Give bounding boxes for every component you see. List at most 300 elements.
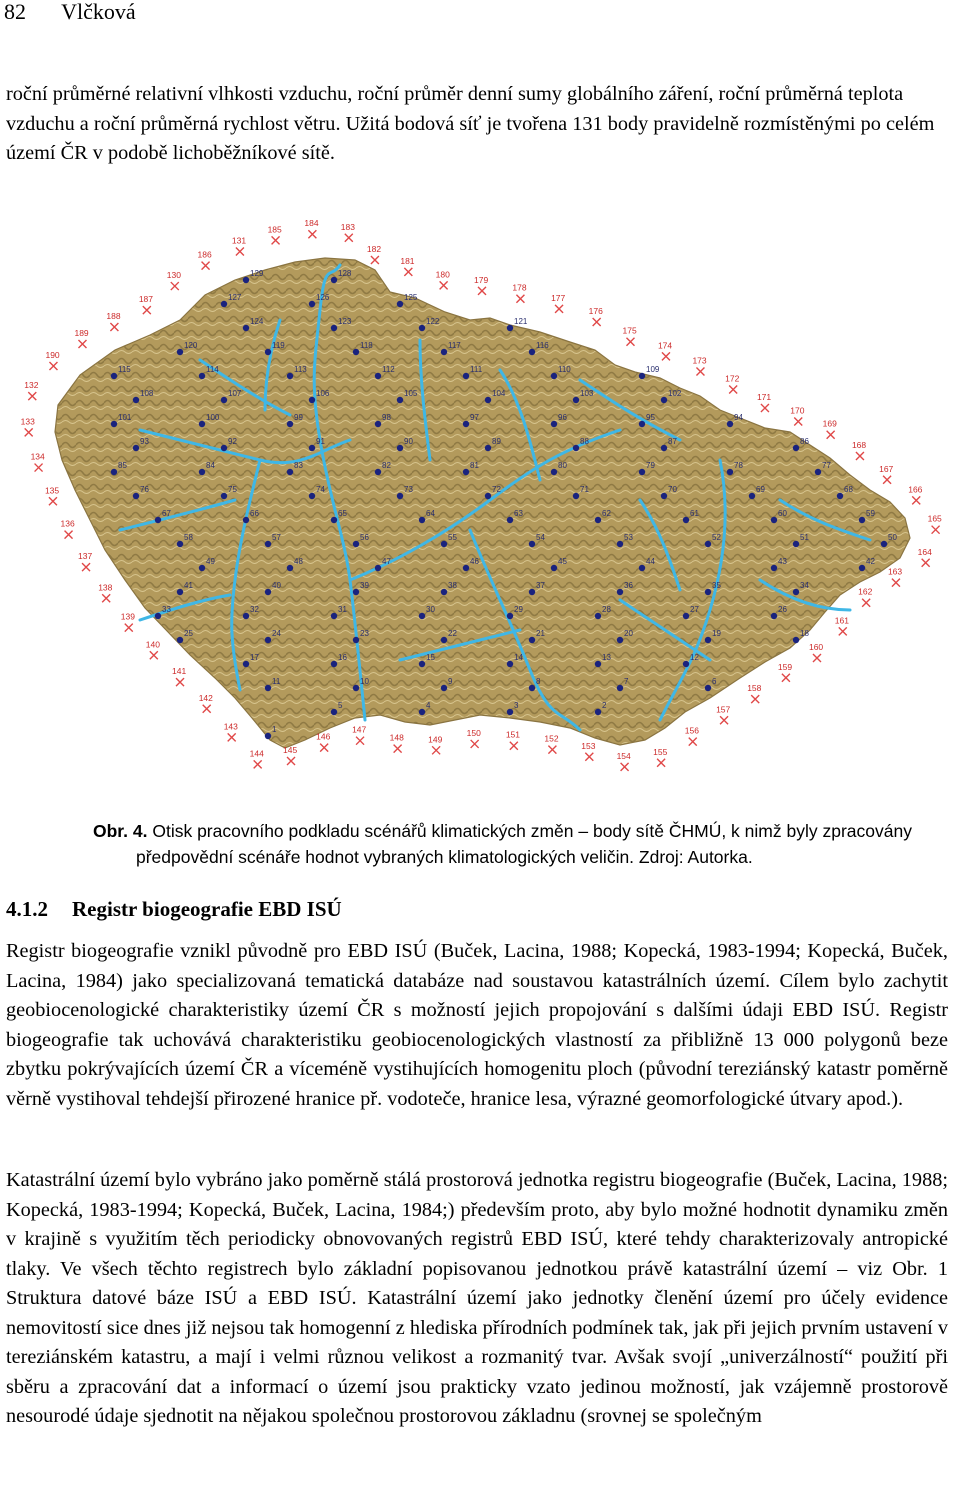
grid-point	[419, 517, 425, 523]
grid-point-label: 113	[294, 365, 307, 374]
grid-point	[111, 469, 117, 475]
grid-point	[309, 445, 315, 451]
grid-point	[617, 685, 623, 691]
outer-point	[283, 745, 297, 765]
grid-point	[859, 517, 865, 523]
cross-icon	[892, 579, 900, 587]
grid-point-label: 36	[624, 581, 633, 590]
cross-icon	[202, 262, 210, 270]
cross-icon	[761, 404, 769, 412]
outer-point	[224, 721, 238, 741]
grid-point	[287, 421, 293, 427]
grid-point	[331, 517, 337, 523]
grid-point	[221, 445, 227, 451]
grid-point-label: 72	[492, 485, 501, 494]
grid-point	[793, 445, 799, 451]
grid-point-label: 69	[756, 485, 765, 494]
grid-point	[463, 469, 469, 475]
grid-point	[353, 541, 359, 547]
outer-point-label: 168	[851, 439, 867, 450]
grid-point-label: 103	[580, 389, 594, 398]
cross-icon	[125, 624, 133, 632]
grid-point	[397, 493, 403, 499]
grid-point	[749, 493, 755, 499]
outer-point-label: 131	[231, 235, 247, 246]
grid-point-label: 52	[712, 533, 721, 542]
outer-point-label: 155	[653, 746, 668, 757]
grid-point	[705, 589, 711, 595]
grid-point-label: 107	[228, 389, 242, 398]
grid-point-label: 49	[206, 557, 215, 566]
grid-point-label: 9	[448, 677, 453, 686]
outer-point-label: 170	[790, 405, 805, 416]
outer-point	[474, 275, 488, 295]
grid-point-label: 17	[250, 653, 259, 662]
grid-point	[617, 637, 623, 643]
outer-point	[198, 250, 212, 270]
outer-point-label: 165	[927, 513, 942, 524]
grid-point	[551, 469, 557, 475]
cross-icon	[839, 627, 847, 635]
outer-point-label: 178	[512, 282, 527, 293]
grid-point	[133, 493, 139, 499]
outer-point	[199, 693, 213, 713]
cross-icon	[922, 559, 930, 567]
grid-point-label: 87	[668, 437, 677, 446]
grid-point	[397, 301, 403, 307]
grid-point-label: 96	[558, 413, 567, 422]
grid-point-label: 112	[382, 365, 395, 374]
grid-point-label: 111	[470, 365, 483, 374]
grid-point	[353, 637, 359, 643]
grid-point-label: 125	[404, 293, 418, 302]
grid-point-label: 25	[184, 629, 193, 638]
grid-point	[595, 613, 601, 619]
cross-icon	[729, 385, 737, 393]
grid-point-label: 4	[426, 701, 431, 710]
grid-point	[111, 373, 117, 379]
cross-icon	[856, 452, 864, 460]
outer-point	[139, 294, 153, 314]
cross-icon	[440, 281, 448, 289]
cross-icon	[171, 282, 179, 290]
grid-point	[199, 565, 205, 571]
grid-point-label: 66	[250, 509, 259, 518]
figure-caption-label: Obr. 4.	[93, 821, 148, 841]
grid-point	[595, 517, 601, 523]
outer-point-label: 149	[428, 734, 443, 745]
outer-point-label: 188	[106, 310, 121, 321]
grid-point-label: 58	[184, 533, 193, 542]
cross-icon	[345, 234, 353, 242]
cross-icon	[696, 367, 704, 375]
grid-point-label: 114	[206, 365, 219, 374]
outer-point-label: 147	[352, 724, 367, 735]
outer-point-label: 144	[249, 748, 264, 759]
cross-icon	[404, 268, 412, 276]
grid-point-label: 13	[602, 653, 611, 662]
grid-point	[375, 469, 381, 475]
grid-point-label: 67	[162, 509, 171, 518]
grid-point-label: 40	[272, 581, 281, 590]
cross-icon	[471, 740, 479, 748]
grid-point-label: 35	[712, 581, 721, 590]
grid-point	[661, 445, 667, 451]
cross-icon	[478, 287, 486, 295]
grid-point-label: 45	[558, 557, 567, 566]
grid-point-label: 26	[778, 605, 787, 614]
outer-point	[653, 747, 667, 767]
cross-icon	[720, 716, 728, 724]
grid-point-label: 117	[448, 341, 461, 350]
grid-point	[683, 661, 689, 667]
grid-point-label: 48	[294, 557, 303, 566]
outer-point-label: 187	[138, 294, 154, 305]
grid-point-label: 3	[514, 701, 519, 710]
grid-point	[485, 493, 491, 499]
grid-point	[507, 661, 513, 667]
cross-icon	[65, 531, 73, 539]
outer-point	[512, 283, 526, 303]
outer-point	[685, 726, 699, 746]
page-number: 82	[4, 0, 26, 24]
outer-point	[622, 326, 636, 346]
grid-point	[529, 685, 535, 691]
cross-icon	[626, 338, 634, 346]
grid-point-label: 129	[250, 269, 264, 278]
outer-point-label: 166	[908, 484, 923, 495]
grid-point-label: 28	[602, 605, 611, 614]
cross-icon	[432, 746, 440, 754]
grid-point-label: 124	[250, 317, 264, 326]
outer-point	[928, 514, 942, 534]
grid-point-label: 91	[316, 437, 325, 446]
grid-point	[111, 421, 117, 427]
grid-point-label: 43	[778, 557, 787, 566]
outer-point	[167, 270, 181, 290]
grid-point-label: 8	[536, 677, 541, 686]
cross-icon	[49, 362, 57, 370]
body-paragraph-2: Katastrální území bylo vybráno jako poměrně stálá prostorová jednotka registru biogeografie (Buček, Lacina, 1988; Kopecká, 1983-1994; Kopecká, Buček, Lacina, 1984;) především proto, aby bylo možné hodnotit dynamiku změn v krajině s využitím těch periodicky obnovovaných registrů EBD ISÚ, které tehdy charakterizovaly antropické tlaky. Ve všech těchto registrech bylo základní popisovanou jednotkou právě katastrální území – viz Obr. 1 Struktura datové báze ISÚ a EBD ISÚ. Katastrální území jako jednotky členění území pro účely evidence nemovitostí sice dnes již nejsou tak homogenní z hlediska přírodních podmínek tak, jak při jejich prvním ustavení v tereziánském katastru, a mají i velmi různou velikost a rozmanitý tvar. Avšak svojí „univerzálností“ použití při sběru a zpracování dat a informací o území jsou prakticky vzato jedinou možností, jak vzájemně prostorově nesourodé údaje sjednotit na nějakou společnou prostorovou základnu (srovnej se společným	[6, 1169, 948, 1427]
cross-icon	[82, 563, 90, 571]
outer-point	[918, 547, 932, 567]
grid-point-label: 98	[382, 413, 391, 422]
outer-point	[809, 642, 823, 662]
grid-point	[133, 397, 139, 403]
cross-icon	[662, 352, 670, 360]
outer-point-label: 146	[316, 731, 331, 742]
cross-icon	[228, 733, 236, 741]
cross-icon	[35, 464, 43, 472]
grid-point-label: 32	[250, 605, 259, 614]
outer-point	[506, 730, 520, 750]
grid-point	[331, 613, 337, 619]
grid-point-label: 116	[536, 341, 549, 350]
cross-icon	[621, 763, 629, 771]
grid-point-label: 106	[316, 389, 330, 398]
outer-point-label: 152	[544, 733, 559, 744]
grid-point-label: 80	[558, 461, 567, 470]
cross-icon	[320, 744, 328, 752]
grid-point	[705, 685, 711, 691]
outer-point	[467, 728, 481, 748]
outer-point	[778, 662, 792, 682]
cross-icon	[236, 247, 244, 255]
cross-icon	[25, 428, 33, 436]
outer-point	[400, 256, 414, 276]
outer-point	[31, 452, 45, 472]
grid-point-label: 79	[646, 461, 655, 470]
grid-point	[419, 709, 425, 715]
grid-point	[837, 493, 843, 499]
grid-point	[441, 589, 447, 595]
grid-point	[595, 661, 601, 667]
outer-point	[45, 485, 59, 505]
grid-point-label: 82	[382, 461, 391, 470]
grid-point-label: 108	[140, 389, 154, 398]
grid-point-label: 54	[536, 533, 545, 542]
grid-point	[639, 469, 645, 475]
grid-point	[265, 685, 271, 691]
grid-point	[353, 349, 359, 355]
grid-point	[463, 373, 469, 379]
grid-point-label: 122	[426, 317, 440, 326]
outer-point-label: 173	[692, 355, 707, 366]
outer-point-label: 161	[834, 615, 849, 626]
outer-point	[858, 587, 872, 607]
grid-point-label: 15	[426, 653, 435, 662]
grid-point-label: 37	[536, 581, 545, 590]
outer-point	[390, 733, 404, 753]
outer-point-label: 157	[716, 704, 731, 715]
grid-point-label: 109	[646, 365, 660, 374]
grid-point-label: 30	[426, 605, 435, 614]
grid-point-label: 92	[228, 437, 237, 446]
figure-caption-text-1: Otisk pracovního podkladu scénářů klimatických změn – body sítě ČHMÚ, k nimž byly zpracovány	[152, 821, 912, 841]
grid-point	[265, 637, 271, 643]
grid-point-label: 110	[558, 365, 571, 374]
grid-point	[265, 733, 271, 739]
outer-point	[617, 751, 631, 771]
grid-point-label: 10	[360, 677, 369, 686]
grid-point-label: 120	[184, 341, 198, 350]
grid-point-label: 94	[734, 413, 743, 422]
cross-icon	[143, 306, 151, 314]
grid-point	[177, 589, 183, 595]
outer-point-label: 190	[45, 350, 60, 361]
grid-point	[529, 637, 535, 643]
grid-point	[705, 637, 711, 643]
outer-point	[24, 380, 38, 400]
outer-point-label: 143	[223, 721, 238, 732]
grid-point	[529, 589, 535, 595]
grid-point-label: 89	[492, 437, 501, 446]
grid-point	[419, 661, 425, 667]
grid-point	[353, 589, 359, 595]
grid-point-label: 19	[712, 629, 721, 638]
outer-point-label: 176	[588, 306, 603, 317]
grid-point	[529, 349, 535, 355]
grid-point	[243, 613, 249, 619]
grid-point	[309, 301, 315, 307]
grid-point	[881, 541, 887, 547]
grid-point-label: 127	[228, 293, 242, 302]
grid-point	[265, 541, 271, 547]
cross-icon	[751, 695, 759, 703]
outer-point-label: 142	[198, 692, 213, 703]
grid-point	[507, 517, 513, 523]
grid-point	[177, 349, 183, 355]
grid-point	[221, 397, 227, 403]
grid-point-label: 21	[536, 629, 545, 638]
outer-point	[232, 235, 246, 255]
outer-point-label: 180	[435, 269, 450, 280]
grid-point	[573, 493, 579, 499]
outer-point	[121, 612, 135, 632]
cross-icon	[287, 757, 295, 765]
grid-point-label: 84	[206, 461, 215, 470]
grid-point-label: 75	[228, 485, 237, 494]
figure-caption-text-2: předpovědní scénáře hodnot vybraných klimatologických veličin. Zdroj: Autorka.	[136, 847, 753, 867]
grid-point	[573, 445, 579, 451]
grid-point-label: 34	[800, 581, 809, 590]
outer-point-label: 137	[78, 551, 93, 562]
grid-point	[287, 373, 293, 379]
grid-point	[199, 373, 205, 379]
outer-point-label: 140	[145, 639, 160, 650]
grid-point	[463, 421, 469, 427]
grid-point	[221, 493, 227, 499]
outer-point	[823, 419, 837, 439]
cross-icon	[176, 678, 184, 686]
grid-point-label: 33	[162, 605, 171, 614]
grid-point	[375, 565, 381, 571]
grid-point-label: 38	[448, 581, 457, 590]
grid-point	[155, 613, 161, 619]
outer-point	[436, 269, 450, 289]
grid-point	[507, 325, 513, 331]
grid-point	[397, 445, 403, 451]
grid-point-label: 39	[360, 581, 369, 590]
grid-point	[331, 709, 337, 715]
cross-icon	[555, 305, 563, 313]
grid-point	[683, 613, 689, 619]
cross-icon	[356, 737, 364, 745]
grid-point	[441, 685, 447, 691]
grid-point-label: 46	[470, 557, 479, 566]
grid-point-label: 81	[470, 461, 479, 470]
outer-point-label: 175	[622, 325, 637, 336]
section-heading	[6, 894, 342, 924]
outer-point	[78, 551, 92, 571]
outer-point-label: 134	[30, 451, 45, 462]
grid-point	[485, 445, 491, 451]
outer-point-label: 183	[340, 221, 355, 232]
grid-point-label: 29	[514, 605, 523, 614]
grid-point	[661, 493, 667, 499]
grid-point	[463, 565, 469, 571]
grid-point-label: 74	[316, 485, 325, 494]
cross-icon	[110, 323, 118, 331]
grid-point-label: 6	[712, 677, 717, 686]
grid-point-label: 23	[360, 629, 369, 638]
grid-point	[243, 325, 249, 331]
grid-point	[617, 589, 623, 595]
outer-point-label: 138	[98, 582, 113, 593]
cross-icon	[371, 256, 379, 264]
cross-icon	[308, 230, 316, 238]
grid-point	[441, 349, 447, 355]
grid-point-label: 60	[778, 509, 787, 518]
grid-point-label: 61	[690, 509, 699, 518]
outer-point-label: 135	[44, 485, 60, 496]
grid-point	[639, 421, 645, 427]
outer-point-label: 182	[366, 243, 382, 254]
outer-point-label: 167	[879, 463, 894, 474]
outer-point	[268, 224, 282, 244]
outer-point	[146, 639, 160, 659]
outer-point	[888, 567, 902, 587]
grid-point-label: 57	[272, 533, 281, 542]
grid-point	[551, 421, 557, 427]
grid-point	[771, 613, 777, 619]
grid-point-label: 128	[338, 269, 352, 278]
grid-point	[529, 541, 535, 547]
grid-point-label: 62	[602, 509, 611, 518]
grid-point	[793, 637, 799, 643]
outer-point	[757, 392, 771, 412]
czech-climate-grid-map	[20, 200, 955, 775]
grid-point-label: 104	[492, 389, 506, 398]
cross-icon	[827, 431, 835, 439]
outer-point	[352, 725, 366, 745]
grid-point-label: 18	[800, 629, 809, 638]
outer-point	[725, 373, 739, 393]
outer-point	[341, 222, 355, 242]
outer-point-label: 159	[777, 661, 793, 672]
grid-point	[199, 469, 205, 475]
outer-point-label: 130	[166, 270, 181, 281]
grid-point-label: 41	[184, 581, 193, 590]
outer-point	[790, 406, 804, 426]
grid-point-label: 118	[360, 341, 373, 350]
outer-point	[908, 484, 922, 504]
grid-point-label: 73	[404, 485, 413, 494]
outer-point	[106, 311, 120, 331]
outer-point	[852, 440, 866, 460]
cross-icon	[150, 651, 158, 659]
grid-point	[309, 397, 315, 403]
grid-point-label: 85	[118, 461, 127, 470]
grid-point	[331, 325, 337, 331]
grid-point-label: 101	[118, 413, 132, 422]
grid-point-label: 76	[140, 485, 149, 494]
outer-point-label: 179	[473, 274, 489, 285]
grid-point-label: 119	[272, 341, 285, 350]
grid-point-label: 50	[888, 533, 897, 542]
grid-point-label: 65	[338, 509, 347, 518]
cross-icon	[254, 760, 262, 768]
grid-point-label: 27	[690, 605, 699, 614]
outer-point-label: 164	[917, 546, 932, 557]
outer-point	[250, 748, 264, 768]
cross-icon	[510, 742, 518, 750]
grid-point-label: 11	[272, 677, 281, 686]
grid-point	[573, 397, 579, 403]
outer-point	[45, 350, 59, 370]
outer-point	[747, 683, 761, 703]
figure-caption	[93, 818, 938, 870]
